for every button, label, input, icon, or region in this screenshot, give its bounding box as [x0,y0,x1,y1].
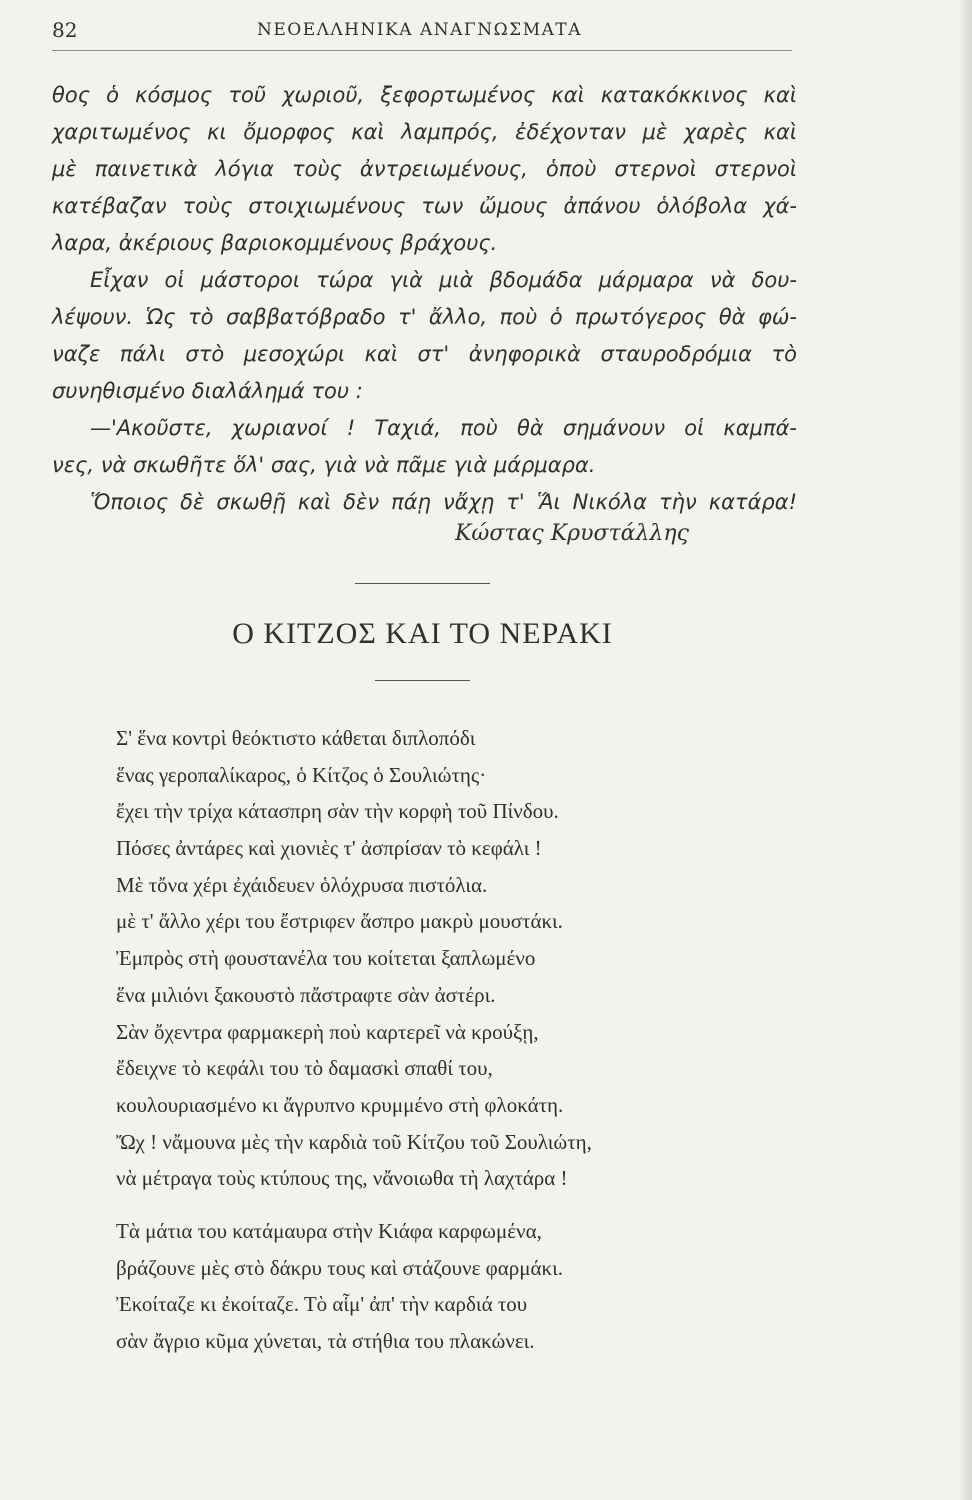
verse-line: ἕνας γεροπαλίκαρος, ὁ Κίτζος ὁ Σουλιώτης· [116,762,487,787]
prose-line: νες, νὰ σκωθῆτε ὅλ' σας, γιὰ νὰ πᾶμε γιὰ μάρμαρα. [52,453,596,477]
prose-line: μὲ παινετικὰ λόγια τοὺς ἀντρειωμένους, ὁποὺ στερνοὶ στερνοὶ [52,157,797,181]
author-signature: Κώστας Κρυστάλλης [455,521,689,546]
verse-line: μὲ τ' ἄλλο χέρι του ἔστριφεν ἄσπρο μακρὺ μουστάκι. [116,909,563,934]
verse-line: σὰν ἄγριο κῦμα χύνεται, τὰ στήθια του πλακώνει. [116,1329,535,1354]
page-edge [958,0,972,1500]
prose-line: κατέβαζαν τοὺς στοιχιωμένους των ὤμους ἀπάνου ὁλόβολα χά- [52,194,797,218]
verse-line: νὰ μέτραγα τοὺς κτύπους της, νἄνοιωθα τὴ λαχτάρα ! [116,1166,568,1191]
verse-line: Σ' ἕνα κοντρὶ θεόκτιστο κάθεται διπλοπόδι [116,726,476,750]
prose-line: συνηθισμένο διαλάλημά του : [52,379,363,403]
running-head: ΝΕΟΕΛΛΗΝΙΚΑ ΑΝΑΓΝΩΣΜΑΤΑ [257,20,582,40]
poem-title: Ο ΚΙΤΖΟΣ ΚΑΙ ΤΟ ΝΕΡΑΚΙ [232,617,613,650]
verse-line: Πόσες ἀντάρες καὶ χιονιὲς τ' ἀσπρίσαν τὸ κεφάλι ! [116,836,542,861]
verse-line: κουλουριασμένο κι ἄγρυπνο κρυμμένο στὴ φλοκάτη. [116,1092,564,1117]
poem-stanza-1 [116,720,816,1197]
poem-stanza-2 [116,1213,816,1360]
section-rule-top [355,583,490,584]
prose-line: θος ὁ κόσμος τοῦ χωριοῦ, ξεφορτωμένος καὶ κατακόκκινος καὶ [52,83,797,107]
verse-line: Μὲ τὄνα χέρι ἐχάιδευεν ὁλόχρυσα πιστόλια. [116,872,488,897]
page-number: 82 [52,18,78,42]
prose-line: χαριτωμένος κι ὄμορφος καὶ λαμπρός, ἐδέχονταν μὲ χαρὲς καὶ [52,120,797,144]
verse-line: ἔδειχνε τὸ κεφάλι του τὸ δαμασκὶ σπαθί του, [116,1056,493,1081]
verse-line: Ὤχ ! νἄμουνα μὲς τὴν καρδιὰ τοῦ Κίτζου τοῦ Σουλιώτη, [116,1129,592,1154]
prose-line: λαρα, ἀκέριους βαριοκομμένους βράχους. [52,231,498,255]
prose-line: λέψουν. Ὡς τὸ σαββατόβραδο τ' ἄλλο, ποὺ ὁ πρωτόγερος θὰ φώ- [52,305,797,329]
section-rule-bottom [375,680,470,681]
verse-line: ἕνα μιλιόνι ξακουστὸ πἄστραφτε σὰν ἀστέρι. [116,982,496,1007]
prose-line: Εἶχαν οἱ μάστοροι τώρα γιὰ μιὰ βδομάδα μάρμαρα νὰ δου- [90,268,797,292]
prose-line: Ὅποιος δὲ σκωθῇ καὶ δὲν πάῃ νἄχῃ τ' Ἅι Νικόλα τὴν κατάρα! [90,490,797,514]
prose-block [52,77,797,521]
prose-line: ναζε πάλι στὸ μεσοχώρι καὶ στ' ἀνηφορικὰ σταυροδρόμια τὸ [52,342,797,366]
verse-line: βράζουνε μὲς στὸ δάκρυ τους καὶ στάζουνε φαρμάκι. [116,1255,563,1280]
verse-line: Ἐκοίταζε κι ἐκοίταζε. Τὸ αἷμ' ἀπ' τὴν καρδιά του [116,1292,528,1317]
header-rule [52,50,792,51]
verse-line: Ἐμπρὸς στὴ φουστανέλα του κοίτεται ξαπλωμένο [116,946,536,971]
verse-line: Σὰν ὄχεντρα φαρμακερὴ ποὺ καρτερεῖ νὰ κρούξῃ, [116,1019,539,1044]
prose-line: —'Ακοῦστε, χωριανοί ! Ταχιά, ποὺ θὰ σημάνουν οἱ καμπά- [90,416,797,440]
verse-line: Τὰ μάτια του κατάμαυρα στὴν Κιάφα καρφωμένα, [116,1219,542,1243]
page-header [52,18,792,48]
verse-line: ἔχει τὴν τρίχα κάτασπρη σὰν τὴν κορφὴ τοῦ Πίνδου. [116,799,559,824]
